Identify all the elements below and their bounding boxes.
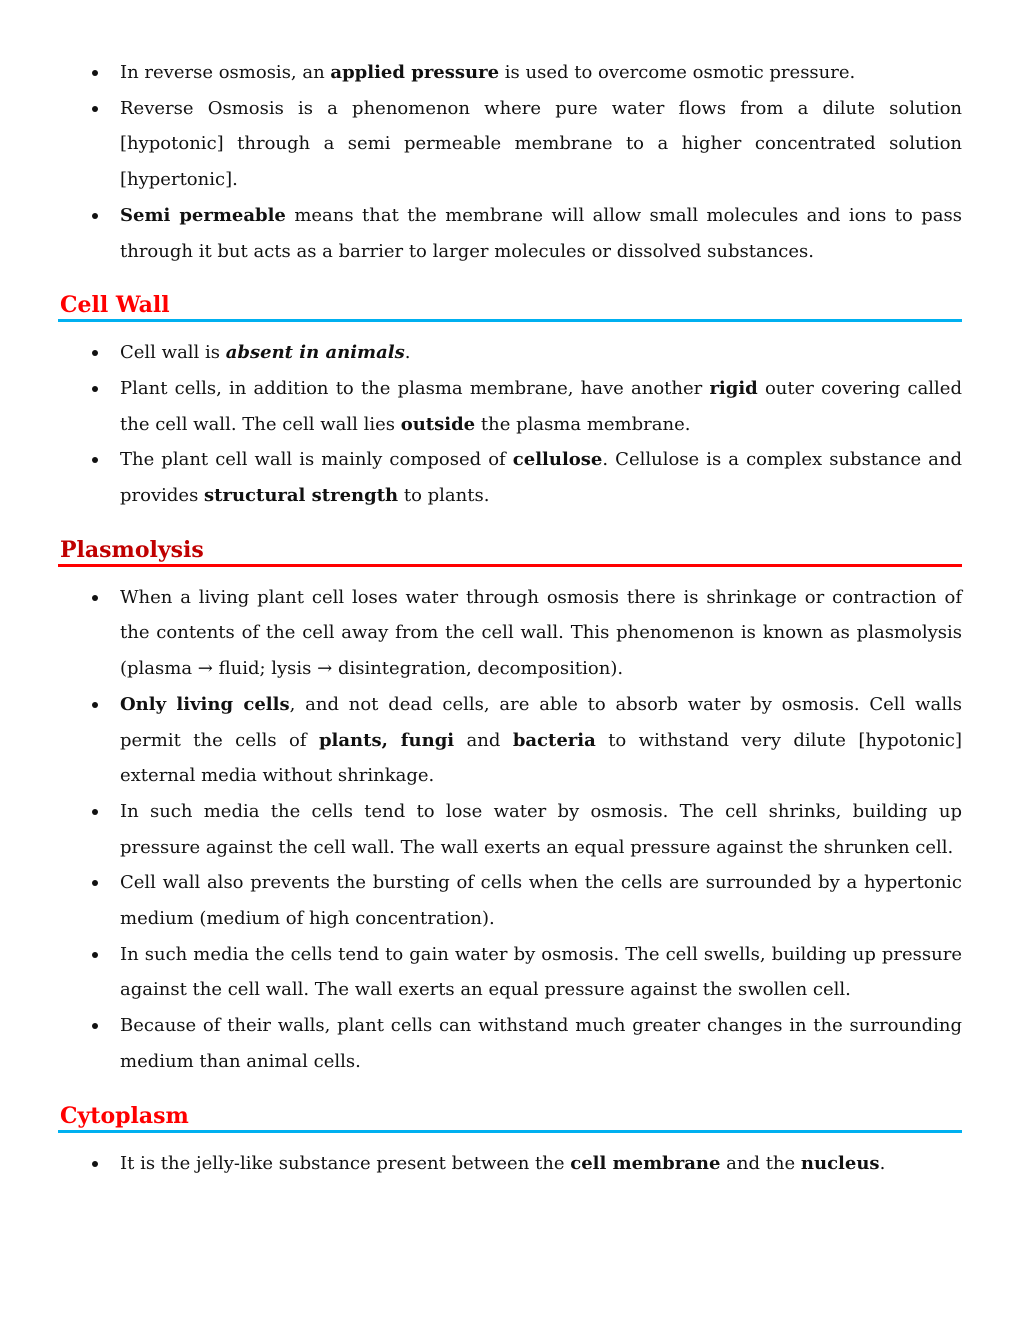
section-heading: Plasmolysis [58, 536, 962, 567]
section-heading: Cytoplasm [58, 1102, 962, 1133]
emphasized-text: Only living cells [120, 693, 290, 715]
body-text: Cell wall also prevents the bursting of cells when the cells are surrounded by a hypertonic medium (medium of high concentration). [120, 872, 962, 930]
list-item [120, 687, 962, 794]
list-item [120, 580, 962, 687]
emphasized-text: cell membrane [570, 1152, 721, 1174]
list-item [120, 442, 962, 513]
emphasized-text: bacteria [512, 729, 596, 751]
body-text: , and not dead cells, are able to absorb water by osmosis. Cell walls permit the cells of [120, 693, 962, 751]
emphasized-text: Semi permeable [120, 204, 286, 226]
body-text: means that the membrane will allow small molecules and ions to pass through it but acts as a barrier to larger molecules or dissolved substances. [120, 204, 962, 262]
body-text: and the [720, 1152, 801, 1174]
emphasized-text: plants, fungi [318, 729, 455, 751]
list-item [120, 794, 962, 865]
body-text: . [404, 342, 411, 364]
bullet-list [58, 55, 962, 269]
emphasized-text: outside [400, 413, 476, 435]
list-item [120, 198, 962, 269]
body-text: is used to overcome osmotic pressure. [499, 62, 856, 83]
body-text: . [879, 1152, 886, 1174]
body-text: Reverse Osmosis is a phenomenon where pure water flows from a dilute solution [hypotonic] through a semi permeable membrane to a higher concentrated solution [hypertonic]. [120, 97, 962, 191]
body-text: It is the jelly-like substance present between the [120, 1152, 571, 1174]
section-heading: Cell Wall [58, 291, 962, 322]
body-text: In such media the cells tend to lose water by osmosis. The cell shrinks, building up pressure against the cell wall. The wall exerts an equal pressure against the shrunken cell. [120, 800, 962, 858]
list-item [120, 865, 962, 936]
body-text: to withstand very dilute [hypotonic] external media without shrinkage. [120, 729, 962, 787]
body-text: Cell wall is [120, 342, 226, 364]
list-item [120, 1008, 962, 1079]
body-text: to plants. [398, 485, 490, 507]
body-text: In reverse osmosis, an [120, 62, 331, 83]
document-page [58, 55, 962, 1181]
emphasized-text: applied pressure [330, 62, 500, 83]
bullet-list [58, 580, 962, 1080]
emphasized-text: rigid [709, 377, 758, 399]
body-text: In such media the cells tend to gain water by osmosis. The cell swells, building up pressure against the cell wall. The wall exerts an equal pressure against the swollen cell. [120, 943, 962, 1001]
bullet-list [58, 1146, 962, 1182]
emphasized-text: cellulose [512, 449, 603, 471]
body-text: The plant cell wall is mainly composed of [120, 449, 513, 471]
body-text: Because of their walls, plant cells can withstand much greater changes in the surrounding medium than animal cells. [120, 1015, 962, 1072]
list-item [120, 335, 962, 371]
body-text: the plasma membrane. [475, 413, 691, 435]
emphasized-text: nucleus [800, 1152, 880, 1174]
list-item [120, 371, 962, 442]
body-text: Plant cells, in addition to the plasma membrane, have another [120, 377, 710, 399]
list-item [120, 937, 962, 1008]
body-text: outer covering called the cell wall. The cell wall lies [120, 377, 962, 435]
list-item [120, 91, 962, 198]
list-item [120, 55, 962, 91]
list-item [120, 1146, 962, 1182]
emphasized-text: absent in animals [225, 342, 405, 364]
body-text: When a living plant cell loses water through osmosis there is shrinkage or contraction of the contents of the cell away from the cell wall. This phenomenon is known as plasmolysis (plasma → fluid; lysis → disintegration, decomposition). [120, 586, 962, 680]
body-text: . Cellulose is a complex substance and provides [120, 449, 962, 507]
emphasized-text: structural strength [204, 485, 399, 507]
bullet-list [58, 335, 962, 514]
body-text: and [454, 729, 513, 751]
